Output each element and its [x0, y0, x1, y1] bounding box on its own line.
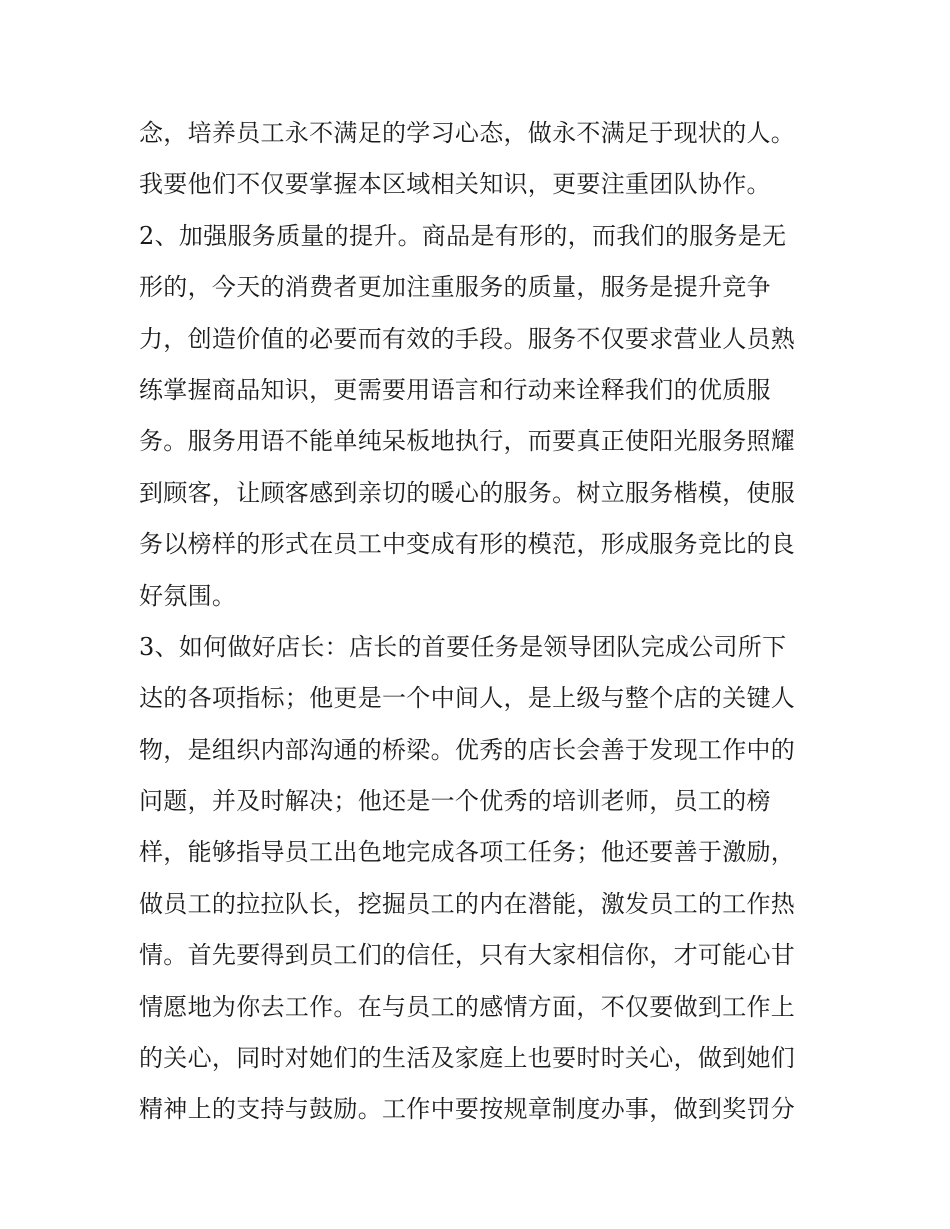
text-line: 好氛围。 — [139, 581, 237, 610]
text-line: 的关心，同时对她们的生活及家庭上也要时时关心，做到她们 — [139, 1044, 796, 1073]
text-line: 情愿地为你去工作。在与员工的感情方面，不仅要做到工作上 — [139, 992, 796, 1021]
text-line: 力，创造价值的必要而有效的手段。服务不仅要求营业人员熟 — [139, 324, 796, 353]
text-line: 务以榜样的形式在员工中变成有形的模范，形成服务竞比的良 — [139, 530, 796, 559]
text-line: 做员工的拉拉队长，挖掘员工的内在潜能，激发员工的工作热 — [139, 889, 796, 918]
text-line: 精神上的支持与鼓励。工作中要按规章制度办事，做到奖罚分 — [139, 1095, 796, 1124]
body-text — [139, 108, 819, 1136]
text-line: 形的，今天的消费者更加注重服务的质量，服务是提升竞争 — [139, 273, 771, 302]
text-line: 念，培养员工永不满足的学习心态，做永不满足于现状的人。 — [139, 119, 796, 147]
text-line: 情。首先要得到员工们的信任，只有大家相信你，才可能心甘 — [139, 941, 796, 970]
text-line: 样，能够指导员工出色地完成各项工任务；他还要善于激励， — [139, 838, 796, 867]
text-line: 物，是组织内部沟通的桥梁。优秀的店长会善于发现工作中的 — [139, 735, 796, 764]
text-line: 我要他们不仅要掌握本区域相关知识，更要注重团队协作。 — [139, 170, 771, 199]
text-line: 2、加强服务质量的提升。商品是有形的，而我们的服务是无 — [139, 221, 787, 250]
text-line: 达的各项指标；他更是一个中间人，是上级与整个店的关键人 — [139, 684, 796, 713]
text-line: 练掌握商品知识，更需要用语言和行动来诠释我们的优质服 — [139, 375, 771, 404]
text-line: 务。服务用语不能单纯呆板地执行，而要真正使阳光服务照耀 — [139, 427, 796, 456]
text-line: 3、如何做好店长：店长的首要任务是领导团队完成公司所下 — [139, 632, 787, 661]
text-line: 到顾客，让顾客感到亲切的暖心的服务。树立服务楷模，使服 — [139, 478, 796, 507]
text-line: 问题，并及时解决；他还是一个优秀的培训老师，员工的榜 — [139, 787, 771, 816]
